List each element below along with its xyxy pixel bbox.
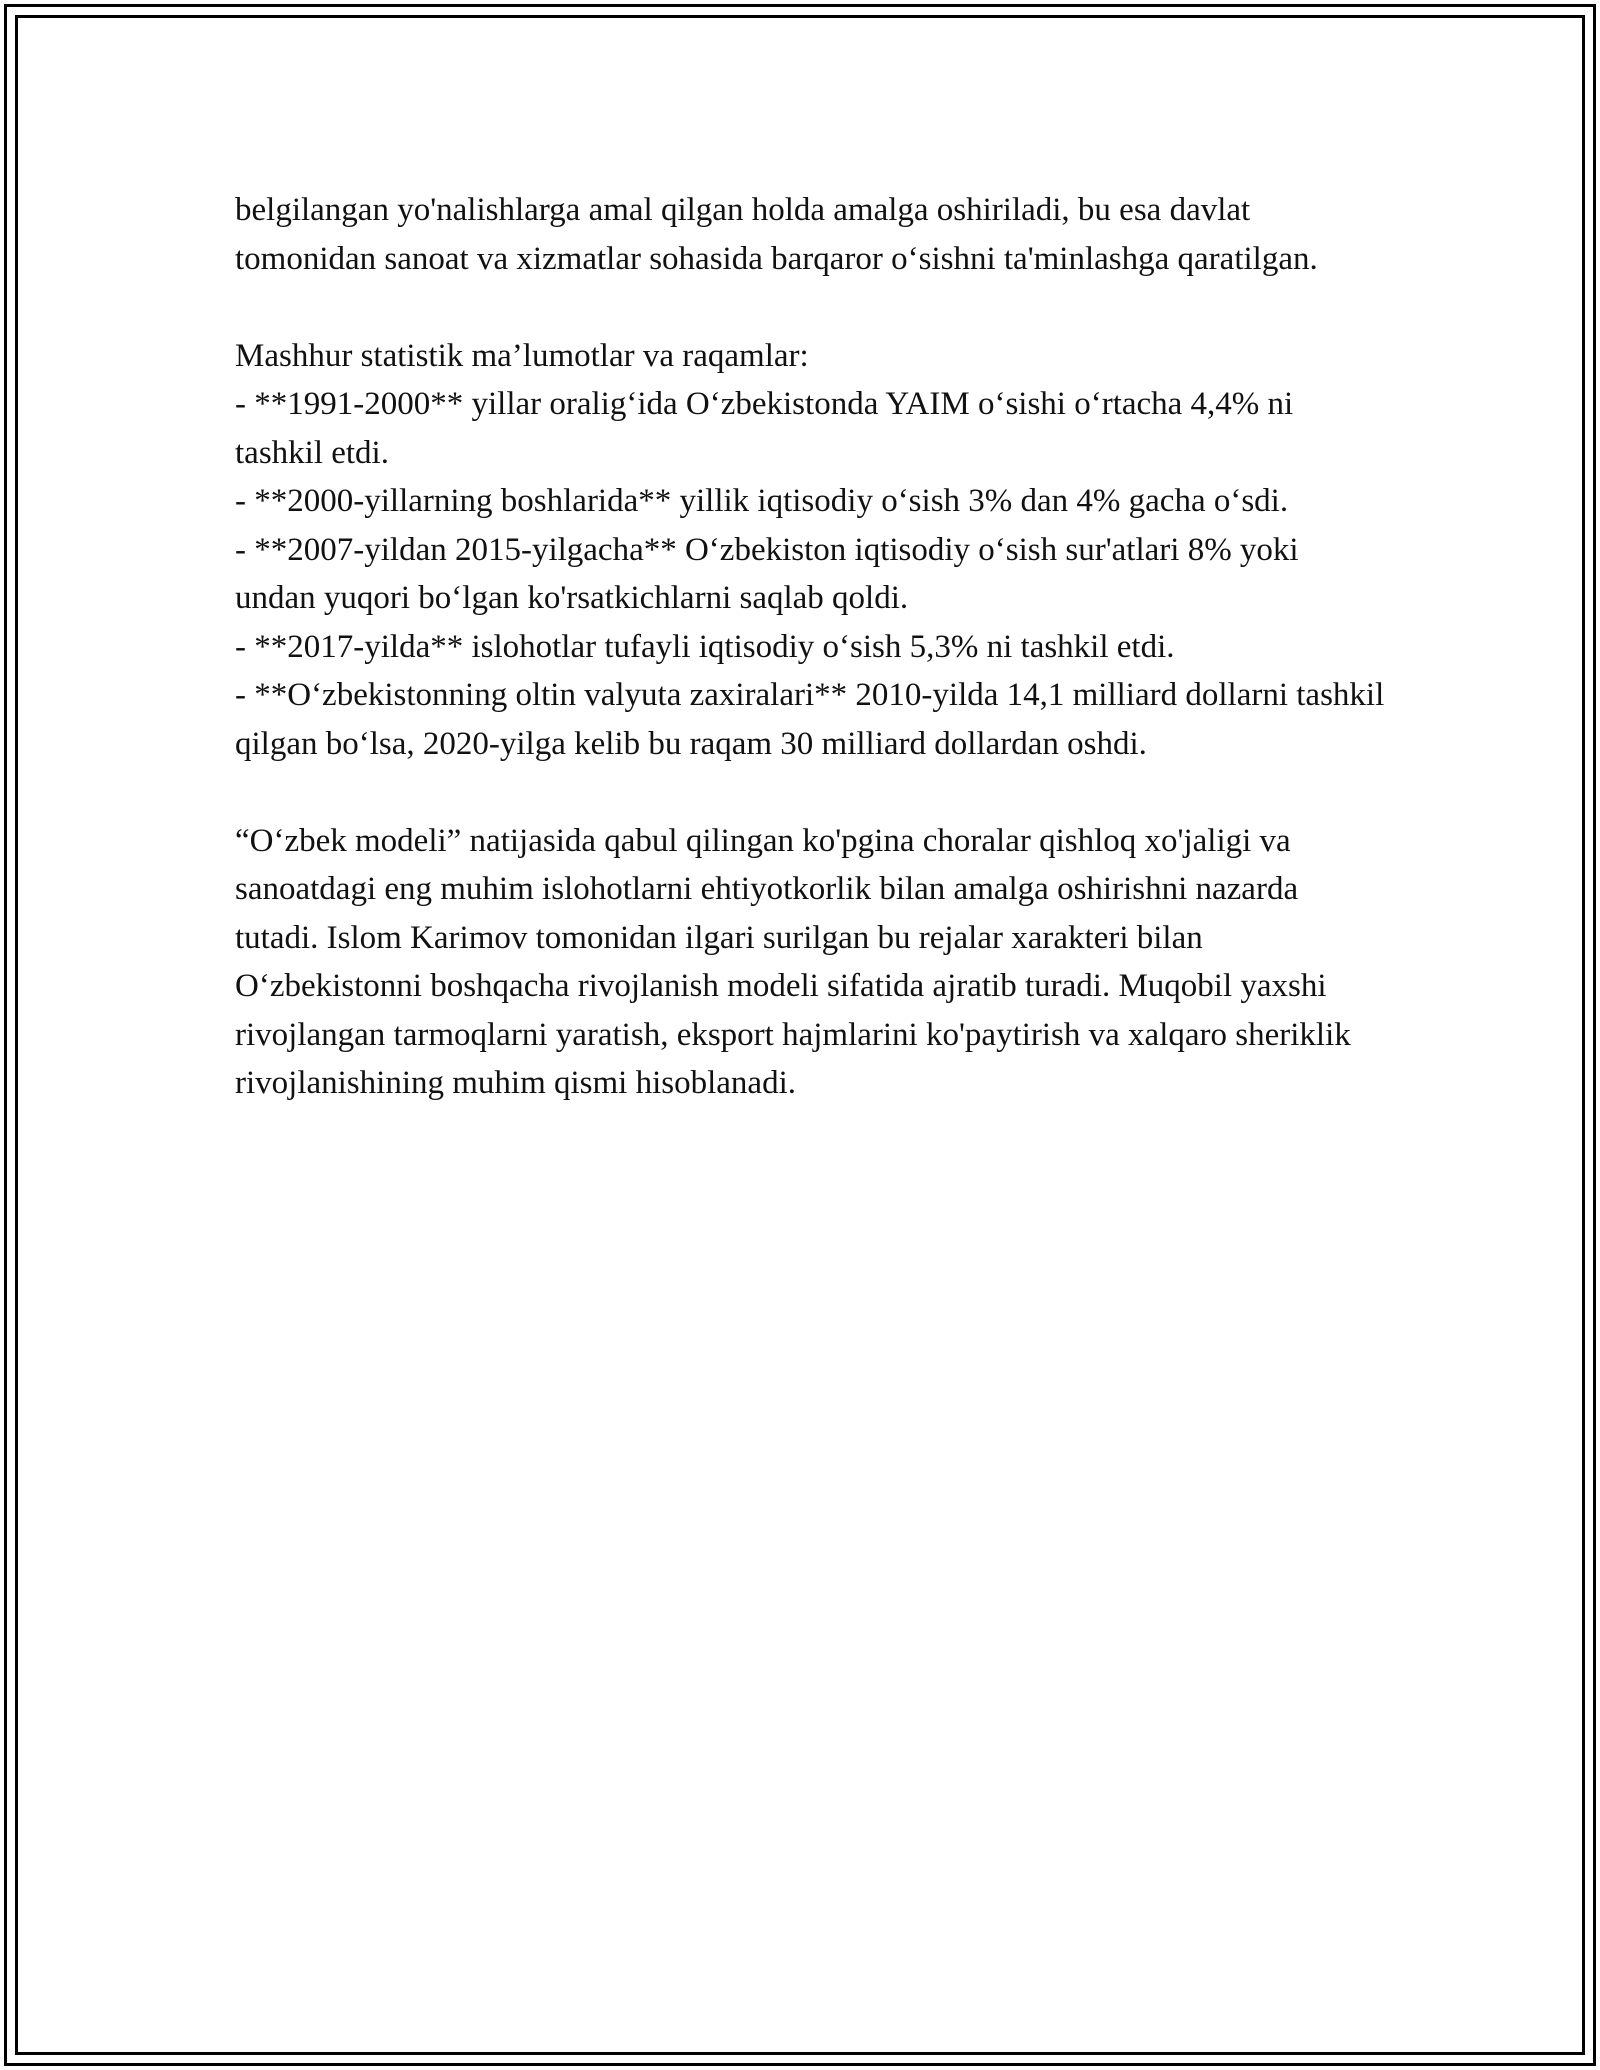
stat-item: - **2017-yilda** islohotlar tufayli iqtisodiy o‘sish 5,3% ni tashkil etdi. <box>235 628 1175 665</box>
stat-item: - **2007-yildan 2015-yilgacha** O‘zbekiston iqtisodiy o‘sish sur'atlari 8% yoki undan yuqori bo‘lgan ko'rsatkichlarni saqlab qoldi. <box>235 531 1299 616</box>
paragraph-spacer <box>235 768 1385 817</box>
document-body <box>235 186 1385 1108</box>
stats-list <box>235 380 1385 768</box>
stat-item: - **2000-yillarning boshlarida** yillik iqtisodiy o‘sish 3% dan 4% gacha o‘sdi. <box>235 483 1289 519</box>
stats-heading: Mashhur statistik ma’lumotlar va raqamlar: <box>235 337 809 374</box>
closing-paragraph: “O‘zbek modeli” natijasida qabul qilingan ko'pgina choralar qishloq xo'jaligi va sanoatdagi eng muhim islohotlarni ehtiyotkorlik bilan amalga oshirishni nazarda tutadi. Islom Karimov tomonidan ilgari surilgan bu rejalar xarakteri bilan O‘zbekistonni boshqacha rivojlanish modeli sifatida ajratib turadi. Muqobil yaxshi rivojlangan tarmoqlarni yaratish, eksport hajmlarini ko'paytirish va xalqaro sheriklik rivojlanishining muhim qismi hisoblanadi. <box>235 822 1351 1101</box>
paragraph-spacer <box>235 283 1385 332</box>
stat-item: - **O‘zbekistonning oltin valyuta zaxiralari** 2010-yilda 14,1 milliard dollarni tashkil qilgan bo‘lsa, 2020-yilga kelib bu raqam 30 milliard dollardan oshdi. <box>235 677 1385 762</box>
intro-paragraph: belgilangan yo'nalishlarga amal qilgan holda amalga oshiriladi, bu esa davlat tomonidan sanoat va xizmatlar sohasida barqaror o‘sishni ta'minlashga qaratilgan. <box>235 192 1318 277</box>
stat-item: - **1991-2000** yillar oralig‘ida O‘zbekistonda YAIM o‘sishi o‘rtacha 4,4% ni tashkil etdi. <box>235 386 1294 471</box>
